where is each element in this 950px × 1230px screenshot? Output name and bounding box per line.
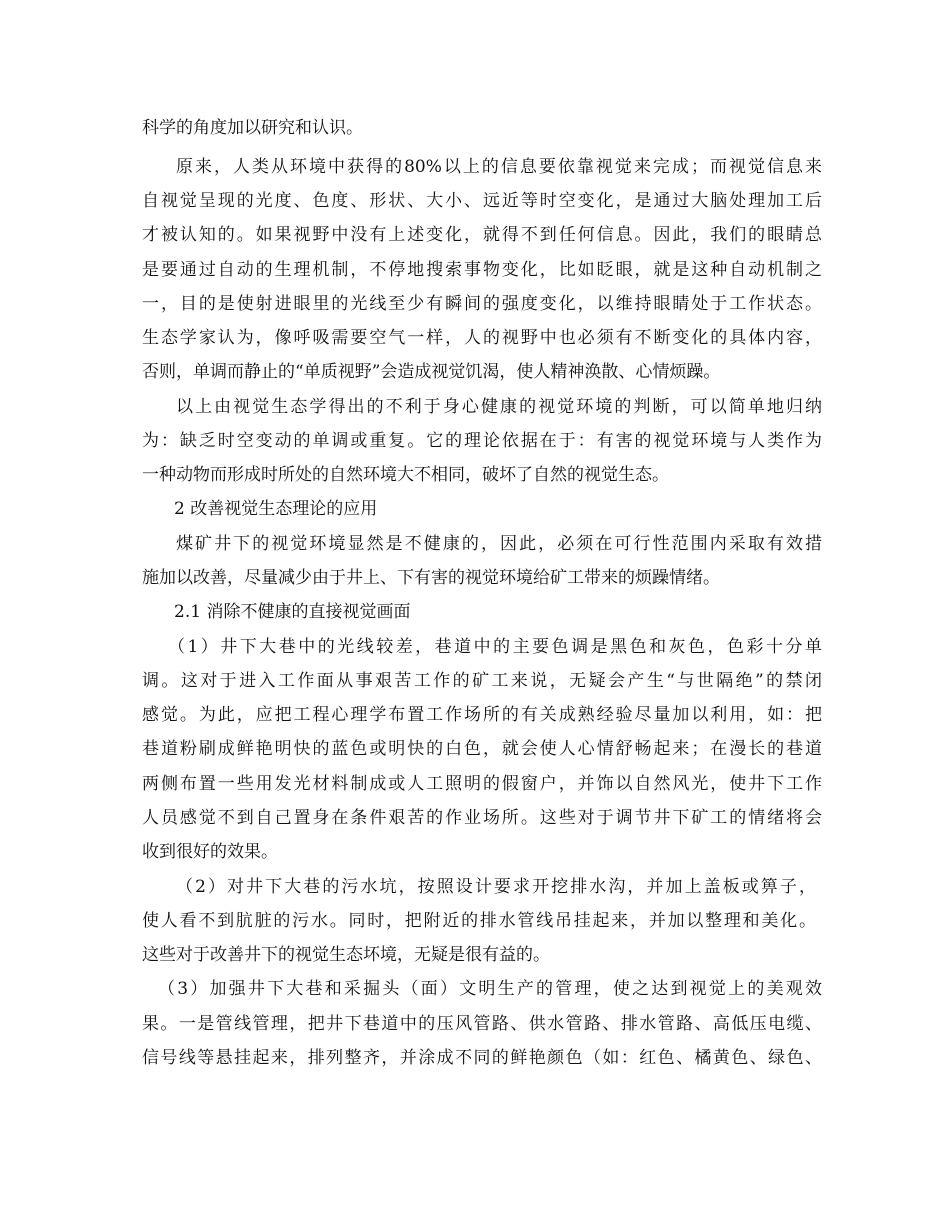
text-line: 使人看不到肮脏的污水。同时，把附近的排水管线吊挂起来，并加以整理和美化。	[142, 911, 816, 931]
text-line: 感觉。为此，应把工程心理学布置工作场所的有关成熟经验尽量加以利用，如：把	[142, 705, 822, 725]
text-line: 生态学家认为，像呼吸需要空气一样，人的视野中也必须有不断变化的具体内容，	[142, 328, 822, 348]
paragraph-start-line: （2）对井下大巷的污水坑，按照设计要求开挖排水沟，并加上盖板或箅子，	[176, 877, 816, 897]
subsection-heading: 2.1 消除不健康的直接视觉画面	[174, 602, 411, 622]
paragraph-start-line: （1）井下大巷中的光线较差，巷道中的主要色调是黑色和灰色，色彩十分单	[168, 637, 822, 657]
text-line: 科学的角度加以研究和认识。	[142, 118, 363, 138]
paragraph-start-line: 以上由视觉生态学得出的不利于身心健康的视觉环境的判断，可以简单地归纳	[176, 397, 822, 417]
text-line: 调。这对于进入工作面从事艰苦工作的矿工来说，无疑会产生“与世隔绝”的禁闭	[142, 671, 822, 691]
text-line: 施加以改善，尽量减少由于井上、下有害的视觉环境给矿工带来的烦躁情绪。	[142, 568, 720, 588]
text-line: 是要通过自动的生理机制，不停地搜索事物变化，比如眨眼，就是这种自动机制之	[142, 260, 822, 280]
paragraph-start-line: （3）加强井下大巷和采掘头（面）文明生产的管理，使之达到视觉上的美观效	[158, 979, 822, 999]
text-line: 两侧布置一些用发光材料制成或人工照明的假窗户，并饰以自然风光，使井下工作	[142, 774, 822, 794]
text-line: 否则，单调而静止的“单质视野”会造成视觉饥渴，使人精神涣散、心情烦躁。	[142, 362, 721, 382]
text-line: 才被认知的。如果视野中没有上述变化，就得不到任何信息。因此，我们的眼睛总	[142, 225, 822, 245]
section-heading: 2 改善视觉生态理论的应用	[174, 499, 378, 519]
text-line: 信号线等悬挂起来，排列整齐，并涂成不同的鲜艳颜色（如：红色、橘黄色、绿色、	[142, 1048, 822, 1068]
text-line: 巷道粉刷成鲜艳明快的蓝色或明快的白色，就会使人心情舒畅起来；在漫长的巷道	[142, 739, 822, 759]
text-line: 收到很好的效果。	[142, 842, 278, 862]
text-line: 为：缺乏时空变动的单调或重复。它的理论依据在于：有害的视觉环境与人类作为	[142, 431, 822, 451]
text-line: 这些对于改善井下的视觉生态坏境，无疑是很有益的。	[142, 945, 550, 965]
text-line: 人员感觉不到自己置身在条件艰苦的作业场所。这些对于调节井下矿工的情绪将会	[142, 808, 822, 828]
paragraph-start-line: 煤矿井下的视觉环境显然是不健康的，因此，必须在可行性范围内采取有效措	[176, 534, 822, 554]
text-line: 果。一是管线管理，把井下巷道中的压风管路、供水管路、排水管路、高低压电缆、	[142, 1014, 822, 1034]
text-line: 一，目的是使射进眼里的光线至少有瞬间的强度变化，以维持眼睛处于工作状态。	[142, 294, 822, 314]
text-line: 自视觉呈现的光度、色度、形状、大小、远近等时空变化，是通过大脑处理加工后	[142, 191, 822, 211]
text-line: 一种动物而形成时所处的自然环境大不相同，破坏了自然的视觉生态。	[142, 465, 669, 485]
paragraph-start-line: 原来，人类从环境中获得的80%以上的信息要依靠视觉来完成；而视觉信息来	[176, 157, 822, 177]
